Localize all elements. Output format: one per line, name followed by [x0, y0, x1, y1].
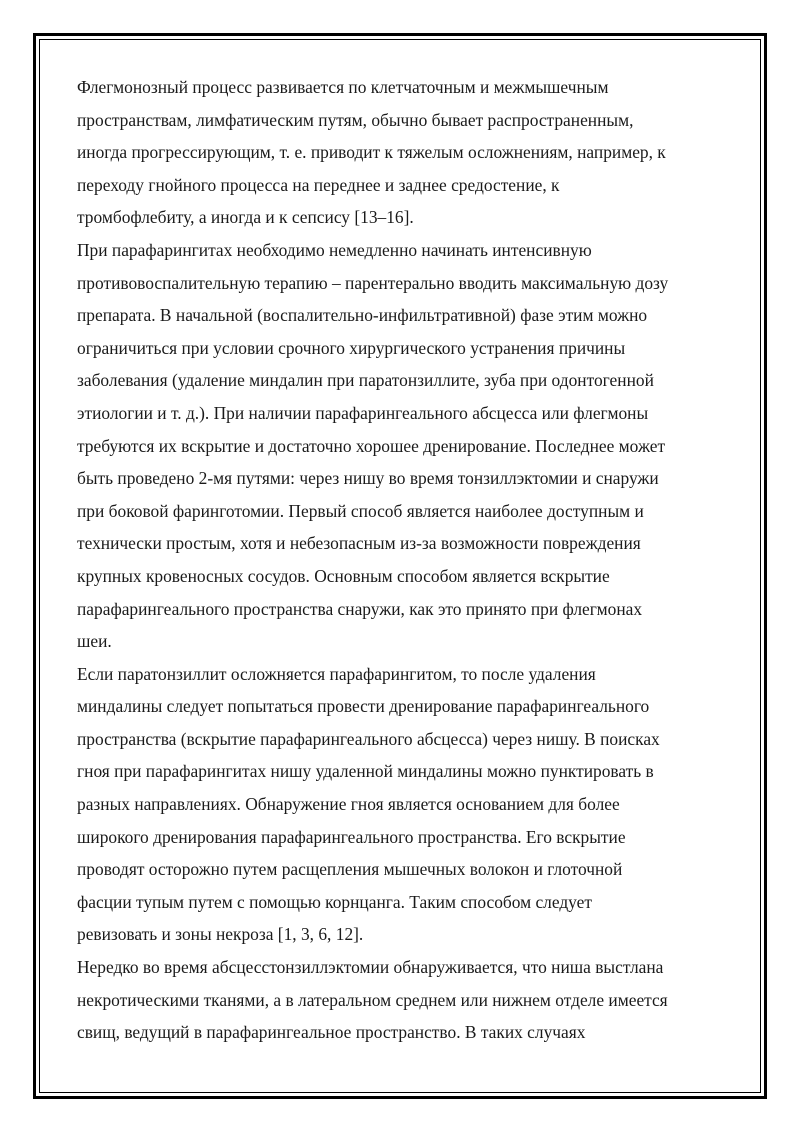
text-line: Нередко во время абсцесстонзиллэктомии обнаруживается, что ниша выстлана	[77, 957, 664, 978]
text-line: при боковой фаринготомии. Первый способ является наиболее доступным и	[77, 500, 644, 521]
text-line: свищ, ведущий в парафарингеальное пространство. В таких случаях	[77, 1022, 586, 1043]
text-line: Флегмонозный процесс развивается по клетчаточным и межмышечным	[77, 77, 609, 97]
text-line: При парафарингитах необходимо немедленно начинать интенсивную	[77, 239, 592, 260]
text-line: проводят осторожно путем расщепления мышечных волокон и глоточной	[77, 859, 623, 880]
document-body	[77, 71, 727, 1049]
text-line: переходу гнойного процесса на переднее и заднее средостение, к	[77, 174, 560, 195]
text-line: пространствам, лимфатическим путям, обычно бывает распространенным,	[77, 109, 634, 130]
text-line: шеи.	[77, 631, 112, 652]
text-line: широкого дренирования парафарингеального пространства. Его вскрытие	[77, 826, 626, 847]
text-line: иногда прогрессирующим, т. е. приводит к тяжелым осложнениям, например, к	[77, 142, 666, 163]
text-line: парафарингеального пространства снаружи, как это принято при флегмонах	[77, 598, 643, 619]
text-line: заболевания (удаление миндалин при паратонзиллите, зуба при одонтогенной	[77, 370, 654, 391]
text-line: ревизовать и зоны некроза [1, 3, 6, 12].	[77, 924, 364, 945]
text-line: технически простым, хотя и небезопасным из-за возможности повреждения	[77, 533, 641, 554]
text-line: крупных кровеносных сосудов. Основным способом является вскрытие	[77, 565, 610, 586]
text-line: тромбофлебиту, а иногда и к сепсису [13–16].	[77, 207, 414, 228]
text-line: гноя при парафарингитах нишу удаленной миндалины можно пунктировать в	[77, 761, 654, 782]
text-line: требуются их вскрытие и достаточно хорошее дренирование. Последнее может	[77, 435, 666, 456]
text-line: противовоспалительную терапию – парентерально вводить максимальную дозу	[77, 272, 669, 293]
text-line: фасции тупым путем с помощью корнцанга. Таким способом следует	[77, 891, 592, 912]
text-line: разных направлениях. Обнаружение гноя является основанием для более	[77, 794, 620, 815]
text-line: миндалины следует попытаться провести дренирование парафарингеального	[77, 696, 650, 717]
text-line: пространства (вскрытие парафарингеального абсцесса) через нишу. В поисках	[77, 728, 660, 749]
text-line: препарата. В начальной (воспалительно-инфильтративной) фазе этим можно	[77, 305, 648, 326]
text-line: быть проведено 2-мя путями: через нишу во время тонзиллэктомии и снаружи	[77, 468, 659, 489]
text-line: Если паратонзиллит осложняется парафарингитом, то после удаления	[77, 663, 596, 684]
text-line: этиологии и т. д.). При наличии парафарингеального абсцесса или флегмоны	[77, 402, 649, 423]
text-line: ограничиться при условии срочного хирургического устранения причины	[77, 337, 626, 358]
text-line: некротическими тканями, а в латеральном среднем или нижнем отделе имеется	[77, 989, 668, 1010]
